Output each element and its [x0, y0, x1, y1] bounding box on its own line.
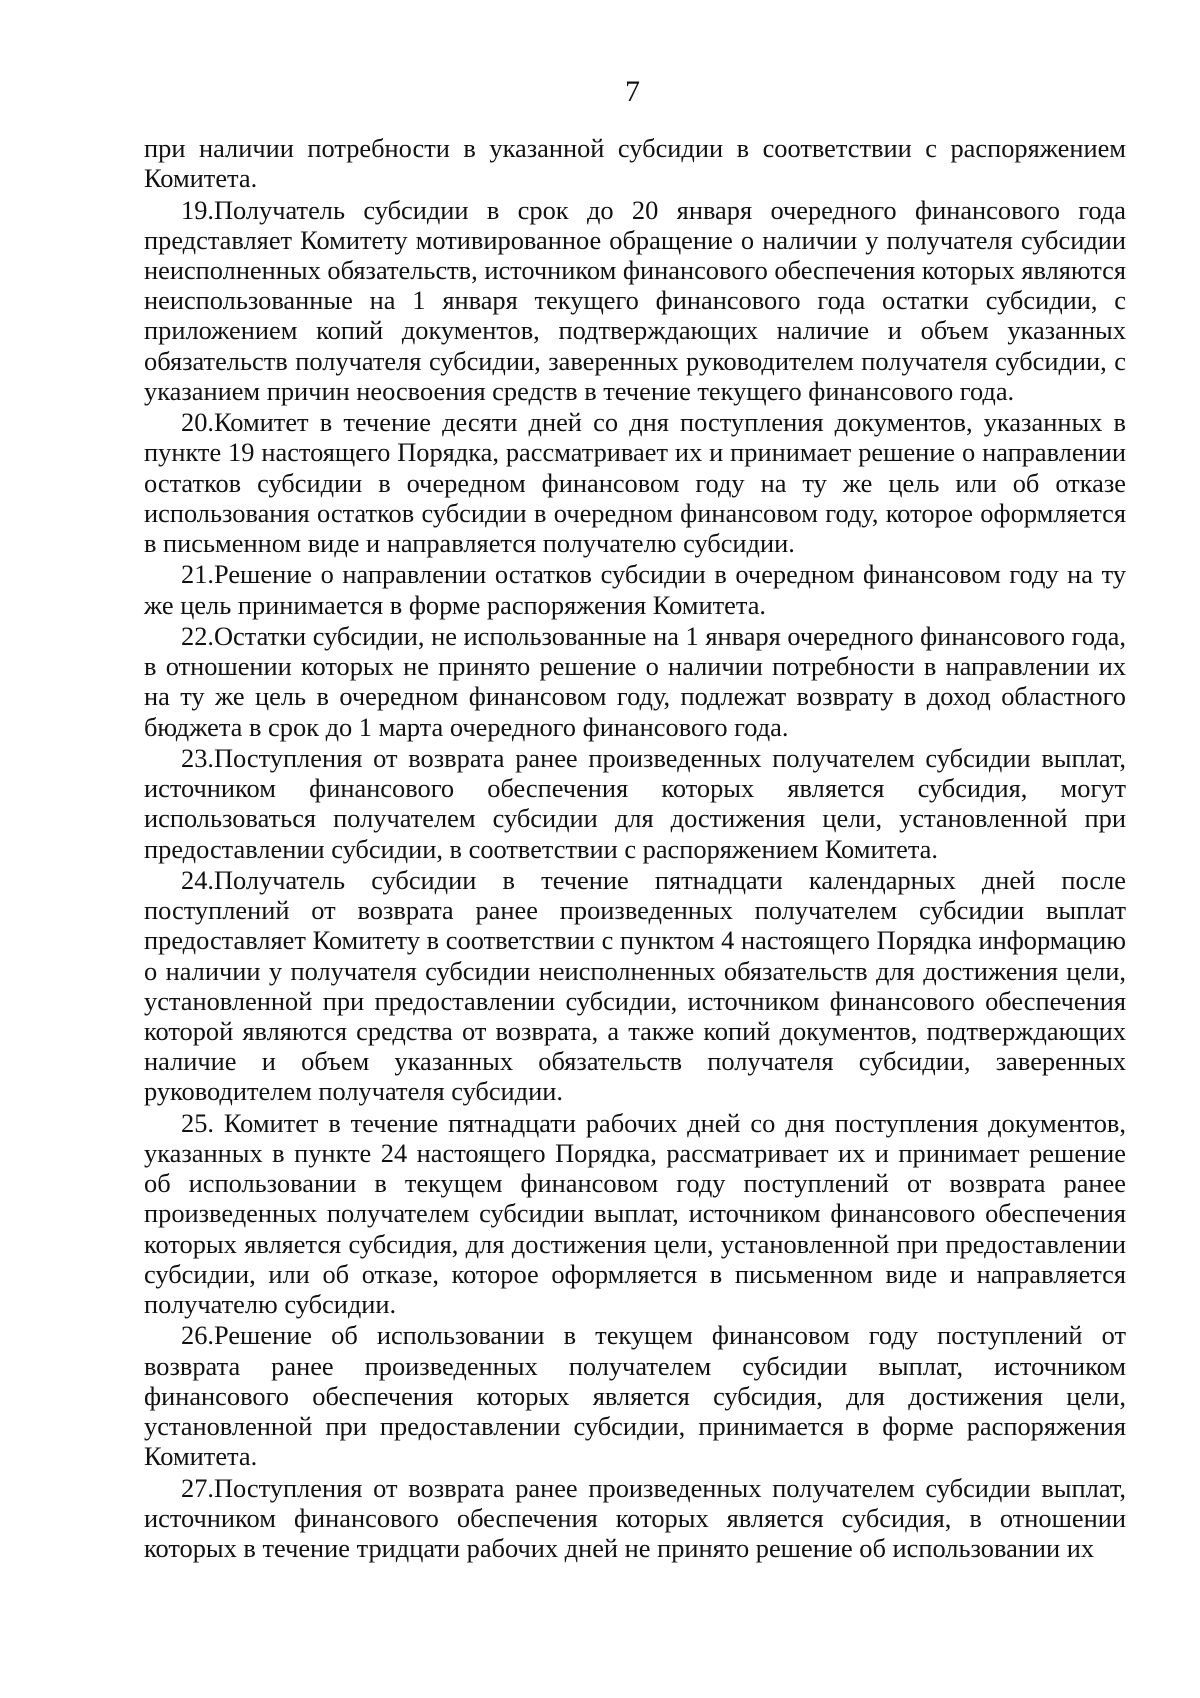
paragraph-26: 26.Решение об использовании в текущем финансовом году поступлений от возврата ранее произведенных получателем субсидии выплат, источником финансового обеспечения которых является субсидия, для достижения цели, установленной при предоставлении субсидии, принимается в форме распоряжения Комитета.	[144, 1320, 1126, 1472]
paragraph-22: 22.Остатки субсидии, не использованные на 1 января очередного финансового года, в отношении которых не принято решение о наличии потребности в направлении их на ту же цель в очередном финансовом году, подлежат возврату в доход областного бюджета в срок до 1 марта очередного финансового года.	[144, 621, 1126, 742]
paragraph-27: 27.Поступления от возврата ранее произведенных получателем субсидии выплат, источником финансового обеспечения которых является субсидия, в отношении которых в течение тридцати рабочих дней не принято решение об использовании их	[144, 1472, 1126, 1564]
paragraph-25: 25. Комитет в течение пятнадцати рабочих дней со дня поступления документов, указанных в пункте 24 настоящего Порядка, рассматривает их и принимает решение об использовании в текущем финансовом году поступлений от возврата ранее произведенных получателем субсидии выплат, источником финансового обеспечения которых является субсидия, для достижения цели, установленной при предоставлении субсидии, или об отказе, которое оформляется в письменном виде и направляется получателю субсидии.	[144, 1107, 1126, 1320]
paragraph-20: 20.Комитет в течение десяти дней со дня поступления документов, указанных в пункте 19 настоящего Порядка, рассматривает их и принимает решение о направлении остатков субсидии в очередном финансовом году на ту же цель или об отказе использования остатков субсидии в очередном финансовом году, которое оформляется в письменном виде и направляется получателю субсидии.	[144, 407, 1126, 559]
paragraph-24: 24.Получатель субсидии в течение пятнадцати календарных дней после поступлений от возврата ранее произведенных получателем субсидии выплат предоставляет Комитету в соответствии с пунктом 4 настоящего Порядка информацию о наличии у получателя субсидии неисполненных обязательств для достижения цели, установленной при предоставлении субсидии, источником финансового обеспечения которой являются средства от возврата, а также копий документов, подтверждающих наличие и объем указанных обязательств получателя субсидии, заверенных руководителем получателя субсидии.	[144, 865, 1126, 1107]
paragraph-21: 21.Решение о направлении остатков субсидии в очередном финансовом году на ту же цель принимается в форме распоряжения Комитета.	[144, 559, 1126, 620]
document-body	[144, 133, 1126, 1564]
page-number: 7	[625, 75, 640, 108]
paragraph-19: 19.Получатель субсидии в срок до 20 января очередного финансового года представляет Комитету мотивированное обращение о наличии у получателя субсидии неисполненных обязательств, источником финансового обеспечения которых являются неиспользованные на 1 января текущего финансового года остатки субсидии, с приложением копий документов, подтверждающих наличие и объем указанных обязательств получателя субсидии, заверенных руководителем получателя субсидии, с указанием причин неосвоения средств в течение текущего финансового года.	[144, 194, 1126, 406]
paragraph-23: 23.Поступления от возврата ранее произведенных получателем субсидии выплат, источником финансового обеспечения которых является субсидия, могут использоваться получателем субсидии для достижения цели, установленной при предоставлении субсидии, в соответствии с распоряжением Комитета.	[144, 743, 1126, 864]
paragraph-continuation: при наличии потребности в указанной субсидии в соответствии с распоряжением Комитета.	[144, 133, 1126, 194]
